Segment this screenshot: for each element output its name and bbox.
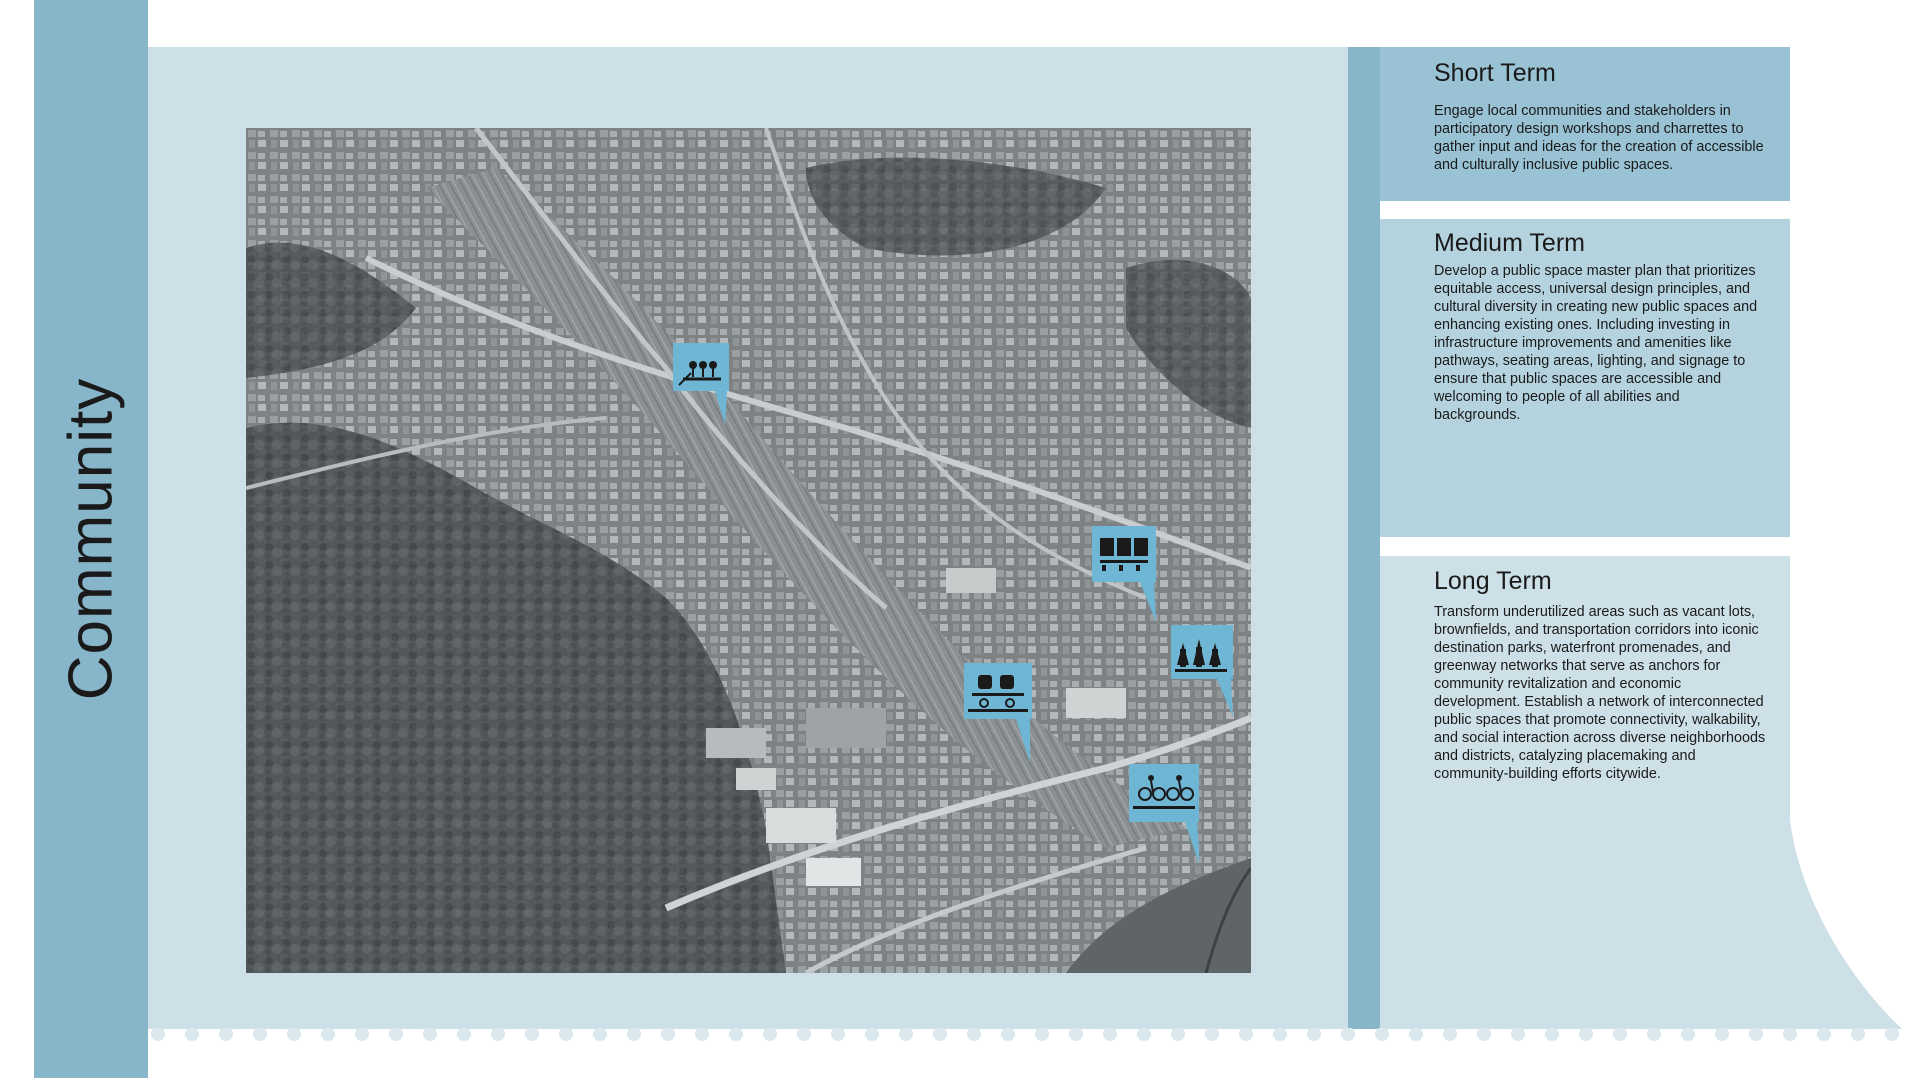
short-term-title: Short Term xyxy=(1434,59,1556,87)
storefronts-icon[interactable] xyxy=(1092,526,1156,622)
long-term-text: Transform underutilized areas such as vacant lots, brownfields, and transportation corridors into iconic destination parks, waterfront promenades, and greenway networks that serve as anchors for community revitalization and economic development. Establish a network of interconnected public spaces that promote connectivity, walkability, and social interaction across diverse neighborhoods and districts, catalyzing placemaking and community-building efforts citywide. xyxy=(1434,604,1766,782)
long-term-card xyxy=(1380,556,1790,1029)
column-divider xyxy=(1348,47,1380,1029)
page-title: Community xyxy=(56,377,126,701)
short-term-text: Engage local communities and stakeholders in participatory design workshops and charrettes to gather input and ideas for the creation of accessible and culturally inclusive public spaces. xyxy=(1434,103,1764,173)
long-term-title: Long Term xyxy=(1434,567,1552,595)
short-term-card xyxy=(1380,47,1790,201)
medium-term-card xyxy=(1380,219,1790,537)
pavilion-icon[interactable] xyxy=(673,343,729,425)
medium-term-title: Medium Term xyxy=(1434,229,1585,257)
transit-icon[interactable] xyxy=(964,663,1032,763)
cyclists-icon[interactable] xyxy=(1129,764,1199,870)
dotted-border xyxy=(148,1028,1920,1044)
medium-term-text: Develop a public space master plan that prioritizes equitable access, universal design principles, and cultural diversity in creating new public spaces and enhancing existing ones. Including investing in infrastructure improvements and amenities like pathways, seating areas, lighting, and signage to ensure that public spaces are accessible and welcoming to people of all abilities and backgrounds. xyxy=(1434,263,1758,423)
growth-arrows-icon[interactable] xyxy=(1171,625,1233,717)
curved-edge-decoration xyxy=(1790,300,1920,1029)
